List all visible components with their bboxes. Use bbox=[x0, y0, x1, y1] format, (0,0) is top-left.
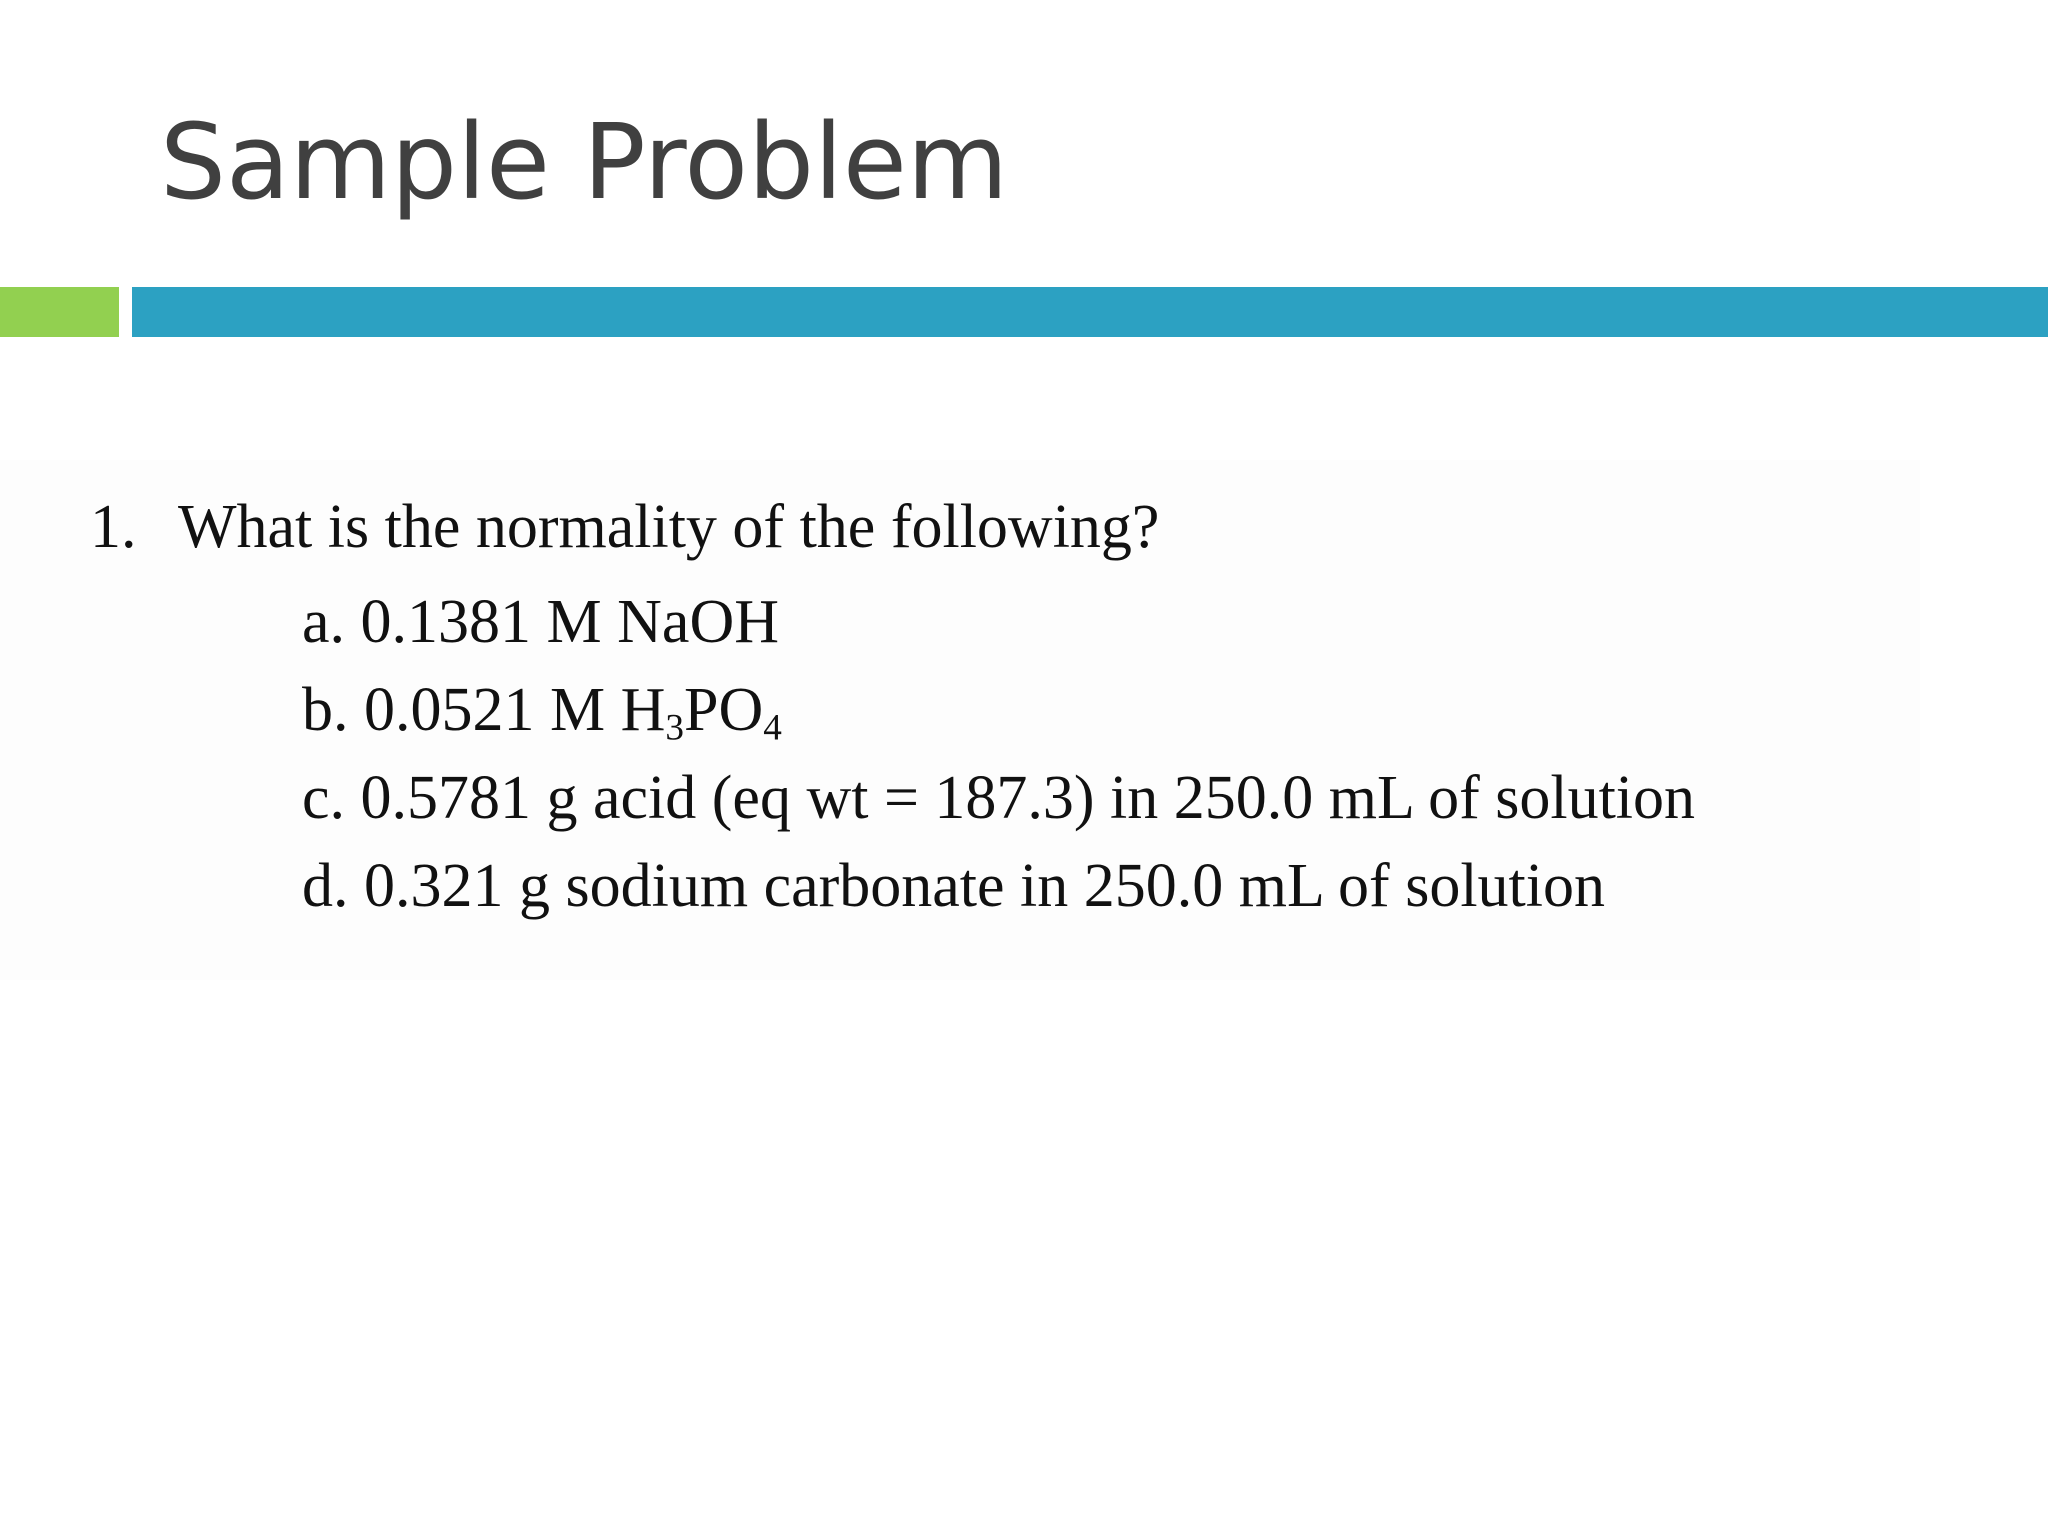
option-b-prefix: b. 0.0521 M H bbox=[302, 676, 666, 744]
question-number: 1. bbox=[90, 493, 137, 561]
option-list bbox=[302, 578, 1695, 930]
option-c: c. 0.5781 g acid (eq wt = 187.3) in 250.0 mL of solution bbox=[302, 764, 1696, 832]
option-b bbox=[302, 666, 1695, 754]
option-b-mid: PO bbox=[684, 676, 764, 744]
slide-title: Sample Problem bbox=[160, 101, 1009, 223]
option-b-subscript-3: 3 bbox=[665, 707, 684, 749]
problem-image bbox=[0, 460, 1920, 980]
option-b-subscript-4: 4 bbox=[763, 707, 782, 749]
question-line bbox=[90, 490, 1159, 564]
option-d: d. 0.321 g sodium carbonate in 250.0 mL of solution bbox=[302, 852, 1605, 920]
option-a: a. 0.1381 M NaOH bbox=[302, 588, 779, 656]
accent-bar-green bbox=[0, 287, 119, 337]
question-text: What is the normality of the following? bbox=[178, 493, 1160, 561]
accent-bar-blue bbox=[132, 287, 2048, 337]
